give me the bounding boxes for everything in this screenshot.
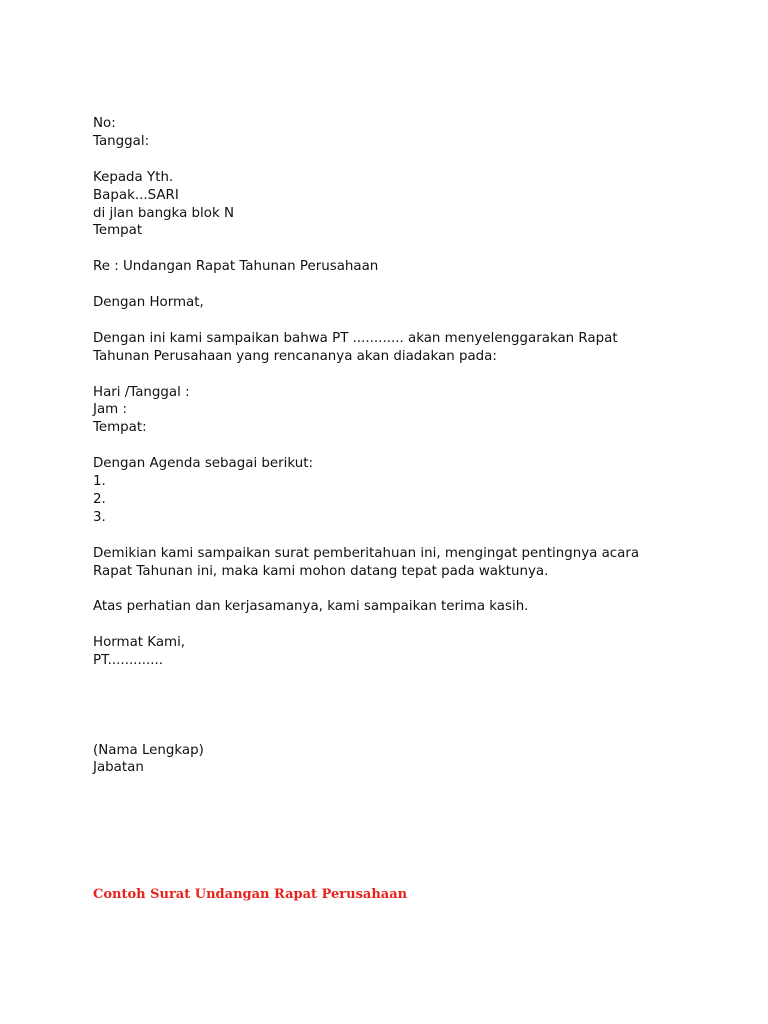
company-name: PT............. [93,653,163,669]
thanks-line: Atas perhatian dan kerjasamanya, kami sampaikan terima kasih. [93,599,529,615]
closing-paragraph-line: Demikian kami sampaikan surat pemberitahuan ini, mengingat pentingnya acara [93,545,640,561]
closing-paragraph-line: Rapat Tahunan ini, maka kami mohon datang tepat pada waktunya. [93,563,549,579]
letter-number-label: No: [93,116,116,131]
recipient-address: di jlan bangka blok N [93,205,234,221]
signatory-title: Jabatan [93,760,144,776]
agenda-item: 3. [93,509,106,525]
agenda-item: 2. [93,491,106,507]
recipient-place: Tempat [93,223,143,239]
agenda-item: 1. [93,474,106,490]
spacer [93,366,733,384]
letter-date-label: Tanggal: [93,133,150,149]
spacer [93,240,733,258]
event-place-label: Tempat: [93,420,147,436]
spacer [93,312,733,330]
sign-off: Hormat Kami, [93,635,186,651]
document-caption: Contoh Surat Undangan Rapat Perusahaan [93,887,408,902]
recipient-name: Bapak...SARI [93,187,179,203]
spacer [93,616,733,634]
signature-space [93,670,733,742]
event-time-label: Jam : [93,402,127,418]
recipient-line: Kepada Yth. [93,169,174,185]
letter-subject: Re : Undangan Rapat Tahunan Perusahaan [93,259,379,275]
spacer [93,151,733,169]
spacer [93,437,733,455]
letter-body [93,115,733,777]
spacer [93,580,733,598]
spacer [93,276,733,294]
event-date-label: Hari /Tanggal : [93,384,190,400]
letter-greeting: Dengan Hormat, [93,295,204,311]
intro-paragraph-line: Tahunan Perusahaan yang rencananya akan diadakan pada: [93,348,497,364]
intro-paragraph-line: Dengan ini kami sampaikan bahwa PT ............ akan menyelenggarakan Rapat [93,330,618,346]
signatory-name: (Nama Lengkap) [93,742,204,758]
spacer [93,527,733,545]
agenda-heading: Dengan Agenda sebagai berikut: [93,456,313,472]
